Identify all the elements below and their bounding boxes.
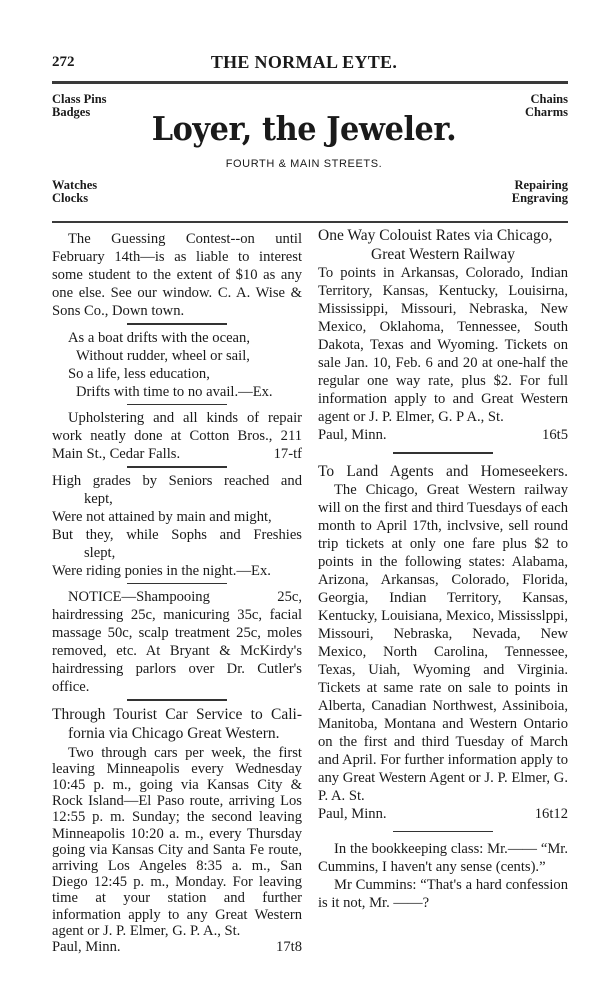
poem-line: High grades by Seniors reached and (52, 472, 302, 489)
tourist-end (52, 939, 302, 955)
separator-rule (127, 323, 227, 325)
colonist-code: 16t5 (542, 427, 568, 443)
heading-line: One Way Colouist Rates via Chicago, (318, 227, 553, 244)
separator-rule (393, 831, 493, 833)
poem-line: Drifts with time to no avail.—Ex. (76, 383, 273, 400)
colonist-last-line: Paul, Minn. (318, 427, 387, 443)
poem-seniors (52, 472, 302, 580)
poem-line: So a life, less education, (68, 365, 210, 382)
ad-corner-bottom-left (52, 179, 97, 204)
guessing-contest-item: The Guessing Contest--on until February 14th—is as liable to interest some student to the extent of $10 as any one else. See our window. C. A. Wise & Sons Co., Down town. (52, 231, 302, 319)
tourist-code: 17t8 (276, 938, 302, 955)
land-code: 16t12 (534, 805, 568, 822)
header-rule (52, 81, 568, 84)
bookkeeping-paragraph-1: In the bookkeeping class: Mr.—— “Mr. Cummins, I haven't any sense (cents).” (318, 841, 568, 875)
ad-item: Chains (530, 92, 568, 106)
upholstering-code: 17-tf (273, 446, 302, 462)
ad-bottom-rule (52, 221, 568, 223)
poem-line: Were not attained by main and might, (52, 508, 272, 525)
ad-corner-bottom-right (512, 179, 568, 204)
poem-boat (52, 329, 302, 401)
tourist-heading (52, 705, 302, 743)
land-body: The Chicago, Great Western railway will on the first and third Tuesdays of each month to April 17th, inclvsive, sell round trip tickets at only one fare plus $2 to points in the following states: Alabama, Arizona, Arkansas, Colorado, Florida, Georgia, Indian Territory, Kansas, Kentucky, Louisiana, Mexico, Mississlppi, Missouri, Nebraska, Nevada, New Mexico, North Carolina, Tennessee, Texas, Uiah, Wyoming and Virginia. Tickets at same rate on sale to points in Alberta, Canadian Northwest, Assiniboia, Manitoba, Montana and Western Ontario on the first and third Tuesday of March and April. For further information apply to any Great Western Agent or J. P. Elmer, G. P. A. St. (318, 481, 568, 804)
left-column (52, 230, 302, 955)
ad-item: Charms (524, 104, 568, 119)
notice-item: NOTICE—Shampooing 25c, hairdressing 25c, manicuring 35c, facial massage 50c, scalp treatment 25c, moles removed, etc. At Bryant & McKirdy's hairdressing parlors over Dr. Cutler's office. (52, 589, 302, 695)
separator-rule (393, 452, 493, 454)
poem-line: As a boat drifts with the ocean, (68, 329, 250, 346)
running-head: THE NORMAL EYTE. (210, 52, 398, 72)
colonist-heading (318, 226, 568, 264)
ad-item: Badges (52, 104, 91, 119)
heading-line: fornia via Chicago Great Western. (68, 724, 280, 742)
ad-item: Class Pins (52, 92, 107, 106)
ad-item: Watches (52, 178, 98, 192)
poem-line: Were riding ponies in the night.—Ex. (52, 562, 271, 579)
tourist-last-line: Paul, Minn. (52, 938, 121, 955)
right-column (318, 226, 568, 912)
separator-rule (127, 583, 227, 585)
separator-rule (127, 404, 227, 406)
land-heading: To Land Agents and Homeseekers. (318, 462, 568, 480)
separator-rule (127, 699, 227, 701)
ad-item: Repairing (514, 178, 568, 192)
heading-line: Great Western Railway (371, 246, 515, 263)
ad-item: Clocks (52, 190, 89, 205)
land-last-line: Paul, Minn. (318, 805, 387, 822)
upholstering-item: Upholstering and all kinds of repair work neatly done at Cotton Bros., 211 Main St., Cedar Falls. (52, 410, 302, 462)
land-end (318, 805, 568, 823)
poem-line: Without rudder, wheel or sail, (76, 347, 250, 364)
colonist-body: To points in Arkansas, Colorado, Indian Territory, Kansas, Kentucky, Louisirna, Mississippi, Missouri, Nebraska, New Mexico, Oklahoma, Tennessee, South Dakota, Texas and Wyoming. Tickets on sale Jan. 10, Feb. 6 and 20 at one-half the regular one way rate, plus $2. For full information apply to and Great Western agent or J. P. Elmer, G. P A., St. (318, 265, 568, 425)
ad-address: FOURTH & MAIN STREETS. (225, 158, 383, 170)
tourist-body: Two through cars per week, the first leaving Minneapolis every Wednesday 10:45 p. m., going via Kansas City & Rock Island—El Paso route, arriving Los 12:55 p. m. Sunday; the second leaving Minneapolis 10:20 a. m., every Thursday going via Kansas City and Santa Fe route, arriving Los Angeles 8:35 a. m., San Diego 12:45 p. m., Monday. For leaving time at your station and further information apply to any Great Western agent or J. P. Elmer, G. P. A., St. (52, 744, 302, 939)
poem-line: But they, while Sophs and Freshies (52, 526, 302, 543)
ad-item: Engraving (511, 190, 568, 205)
colonist-end (318, 426, 568, 444)
separator-rule (127, 466, 227, 468)
poem-line: slept, (84, 544, 116, 561)
bookkeeping-paragraph-2: Mr Cummins: “That's a hard confession is it not, Mr. ——? (318, 877, 568, 911)
heading-line: Through Tourist Car Service to Cali- (52, 705, 302, 723)
poem-line: kept, (84, 490, 113, 507)
ad-title: Loyer, the Jeweler. (151, 109, 457, 148)
page-number: 272 (52, 54, 75, 70)
